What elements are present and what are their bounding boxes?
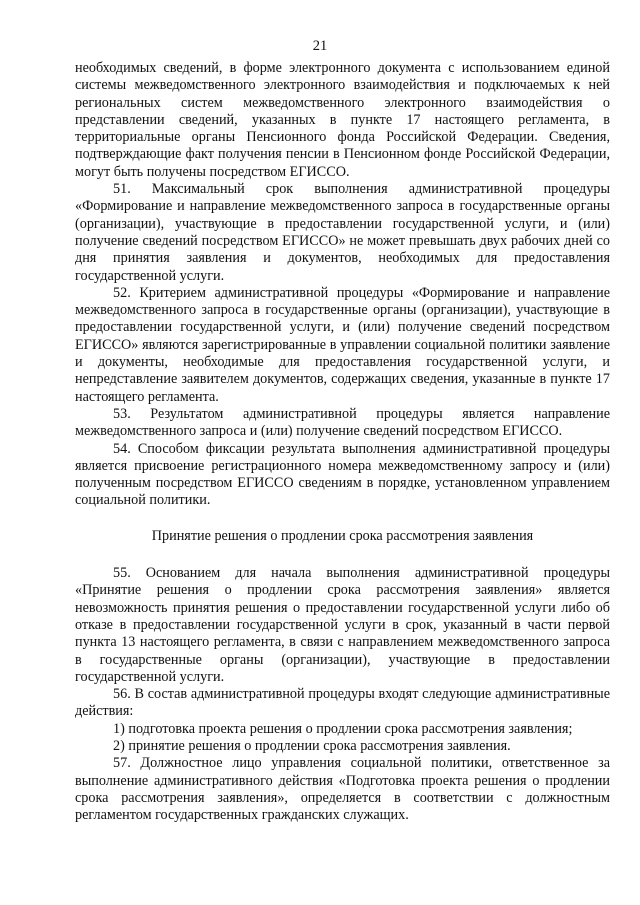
paragraph-57: 57. Должностное лицо управления социальной политики, ответственное за выполнение административного действия «Подготовка проекта решения о продлении срока рассмотрения заявления», определяется в соответствии с должностным регламентом государственных гражданских служащих. <box>75 755 610 824</box>
paragraph-54: 54. Способом фиксации результата выполнения административной процедуры является присвоение регистрационного номера межведомственному запросу и (или) полученным посредством ЕГИССО сведениям в порядке, установленном управлением социальной политики. <box>75 440 610 509</box>
paragraph-55: 55. Основанием для начала выполнения административной процедуры «Принятие решения о продлении срока рассмотрения заявления» является невозможность принятия решения о предоставлении государственной услуги либо об отказе в предоставлении государственной услуги в срок, указанный в части первой пункта 13 настоящего регламента, в связи с направлением межведомственного запроса в государственные органы (организации), участвующие в предоставлении государственной услуги. <box>75 565 610 685</box>
page-number: 21 <box>312 38 328 54</box>
document-body <box>75 60 610 824</box>
section-heading: Принятие решения о продлении срока рассмотрения заявления <box>151 527 534 544</box>
paragraph-52: 52. Критерием административной процедуры «Формирование и направление межведомственного запроса в государственные органы (организации), участвующие в предоставлении государственной услуги, и (или) получение сведений посредством ЕГИССО» являются зарегистрированные в управлении социальной политики заявление и документы, необходимые для предоставления государственной услуги, и непредставление заявителем документов, содержащих сведения, указанные в пункте 17 настоящего регламента. <box>75 284 610 405</box>
paragraph-53: 53. Результатом административной процедуры является направление межведомственного запроса и (или) получение сведений посредством ЕГИССО. <box>75 405 610 440</box>
list-item: 1) подготовка проекта решения о продлении срока рассмотрения заявления; <box>113 720 573 737</box>
paragraph-51: 51. Максимальный срок выполнения административной процедуры «Формирование и направление межведомственного запроса в государственные органы (организации), участвующие в предоставлении государственной услуги, и (или) получение сведений посредством ЕГИССО» не может превышать двух рабочих дней со дня принятия заявления и документов, необходимых для предоставления государственной услуги. <box>75 181 610 284</box>
paragraph-continuation: необходимых сведений, в форме электронного документа с использованием единой системы межведомственного электронного взаимодействия и подключаемых к ней региональных систем межведомственного электронного взаимодействия о представлении сведений, указанных в пункте 17 настоящего регламента, в территориальные органы Пенсионного фонда Российской Федерации. Сведения, подтверждающие факт получения пенсии в Пенсионном фонде Российской Федерации, могут быть получены посредством ЕГИССО. <box>75 60 610 180</box>
list-item: 2) принятие решения о продлении срока рассмотрения заявления. <box>113 737 511 754</box>
paragraph-56: 56. В состав административной процедуры входят следующие административные действия: <box>75 686 610 720</box>
